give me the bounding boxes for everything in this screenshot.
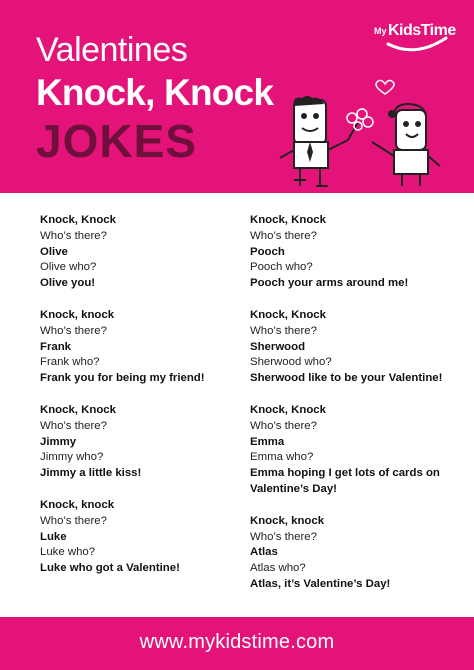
joke-whos-there-line: Who’s there? [250, 229, 317, 242]
joke-who-line: Olive who? [40, 261, 97, 274]
joke-who-line: Atlas who? [250, 562, 306, 575]
joke-punchline: Atlas, it’s Valentine’s Day! [250, 577, 391, 590]
joke-knock-line: Knock, Knock [250, 308, 326, 321]
logo-kidstime-text: KidsTime [388, 22, 456, 39]
flower-bouquet-icon [347, 109, 373, 140]
joke-punchline: Olive you! [40, 277, 96, 290]
jokes-column-right [250, 213, 460, 609]
jokes-area [0, 193, 474, 613]
website-url-link[interactable]: www.mykidstime.com [139, 631, 335, 653]
joke-knock-line: Knock, Knock [250, 403, 326, 416]
joke-who-line: Sherwood who? [250, 356, 332, 369]
joke-whos-there-line: Who’s there? [250, 419, 317, 432]
joke-item [250, 308, 460, 387]
joke-whos-there-line: Who’s there? [40, 324, 107, 337]
mykidstime-logo [368, 18, 456, 62]
title-jokes: JOKES [36, 115, 197, 167]
joke-punchline: Luke who got a Valentine! [40, 562, 180, 575]
joke-item [250, 213, 460, 292]
joke-item [40, 308, 250, 387]
joke-who-line: Frank who? [40, 356, 100, 369]
logo-smile-icon [368, 18, 452, 62]
joke-item [40, 213, 250, 292]
joke-name-line: Atlas [250, 546, 278, 559]
joke-knock-line: Knock, knock [250, 514, 325, 527]
joke-punchline: Sherwood like to be your Valentine! [250, 372, 443, 385]
joke-name-line: Emma [250, 435, 285, 448]
joke-punchline: Emma hoping I get lots of cards on Valentine’s Day! [250, 467, 440, 495]
valentine-couple-illustration [270, 70, 460, 190]
joke-name-line: Frank [40, 340, 72, 353]
title-knock-knock: Knock, Knock [36, 72, 274, 113]
joke-who-line: Jimmy who? [40, 451, 104, 464]
boy-figure-icon [280, 96, 348, 186]
joke-name-line: Luke [40, 530, 67, 543]
joke-item [250, 403, 460, 498]
joke-whos-there-line: Who’s there? [40, 419, 107, 432]
joke-punchline: Frank you for being my friend! [40, 372, 205, 385]
joke-item [40, 403, 250, 482]
joke-who-line: Emma who? [250, 451, 314, 464]
logo-my-text: My [374, 26, 387, 36]
joke-who-line: Pooch who? [250, 261, 313, 274]
joke-name-line: Sherwood [250, 340, 306, 353]
footer-banner [0, 617, 474, 670]
joke-knock-line: Knock, Knock [250, 214, 326, 226]
jokes-column-left [40, 213, 250, 593]
joke-punchline: Pooch your arms around me! [250, 277, 409, 290]
joke-knock-line: Knock, Knock [40, 214, 116, 226]
joke-who-line: Luke who? [40, 546, 96, 559]
joke-item [40, 498, 250, 577]
joke-punchline: Jimmy a little kiss! [40, 467, 142, 480]
joke-name-line: Jimmy [40, 435, 77, 448]
title-valentines: Valentines [36, 31, 188, 69]
joke-knock-line: Knock, knock [40, 308, 115, 321]
joke-item [250, 514, 460, 593]
joke-knock-line: Knock, knock [40, 498, 115, 511]
joke-whos-there-line: Who’s there? [250, 324, 317, 337]
header-banner [0, 0, 474, 193]
joke-name-line: Olive [40, 245, 68, 258]
joke-whos-there-line: Who’s there? [40, 514, 107, 527]
joke-whos-there-line: Who’s there? [40, 229, 107, 242]
joke-knock-line: Knock, Knock [40, 403, 116, 416]
joke-name-line: Pooch [250, 245, 285, 258]
girl-figure-icon [372, 104, 440, 186]
joke-whos-there-line: Who’s there? [250, 530, 317, 543]
